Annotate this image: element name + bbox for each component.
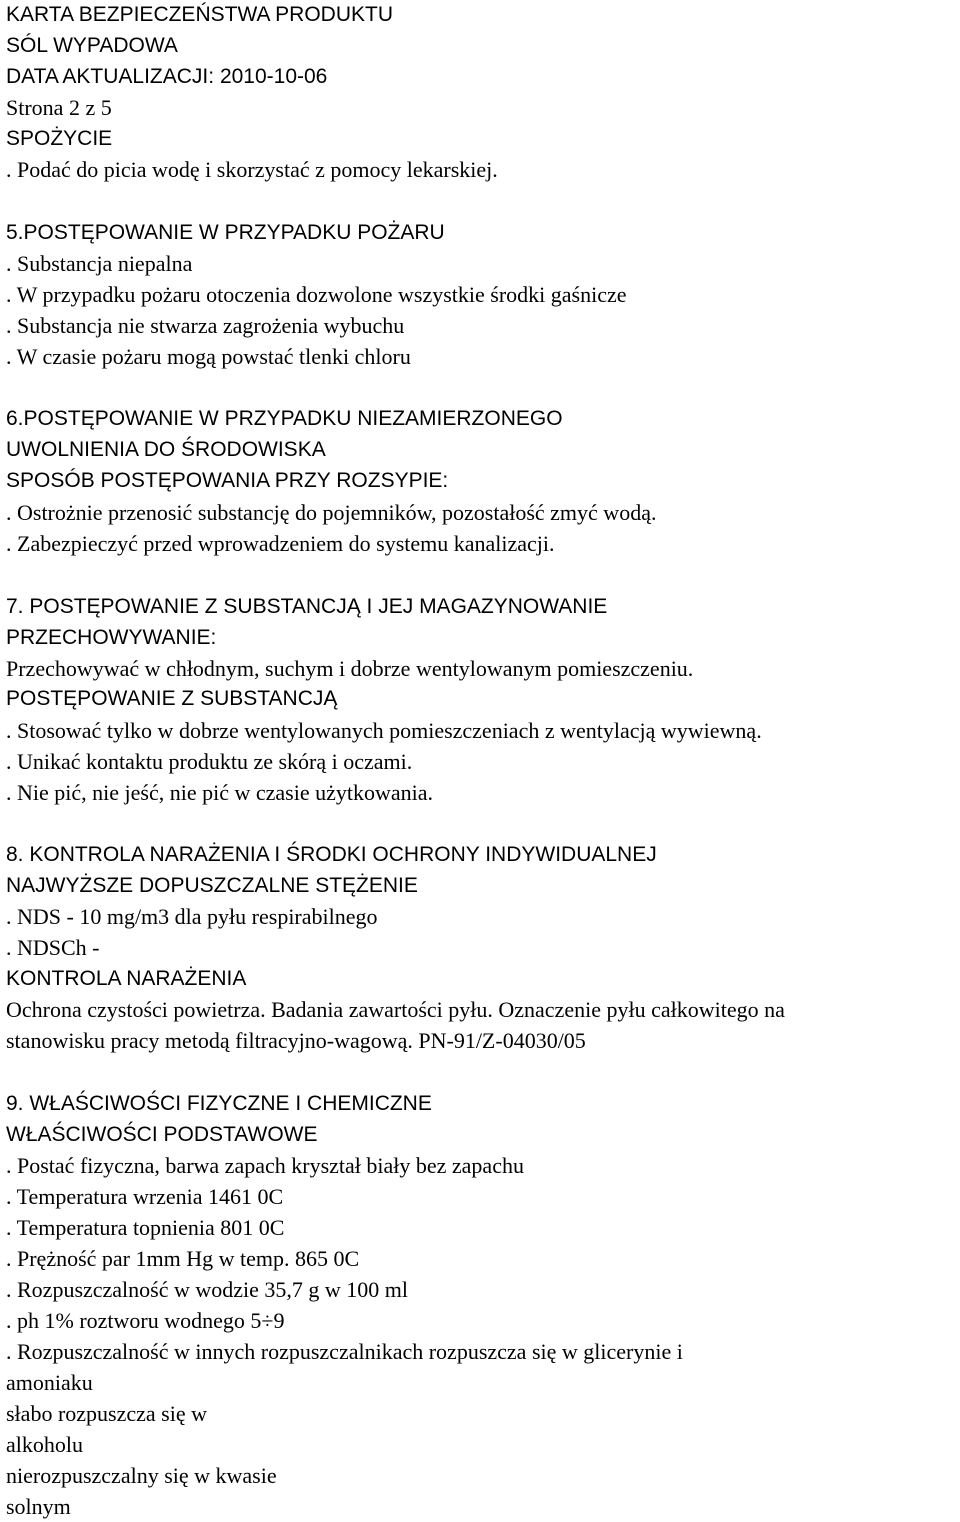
storage-text: Przechowywać w chłodnym, suchym i dobrze wentylowanym pomieszczeniu. bbox=[6, 656, 694, 681]
handling-heading: POSTĘPOWANIE Z SUBSTANCJĄ bbox=[6, 687, 338, 710]
document-title: KARTA BEZPIECZEŃSTWA PRODUKTU bbox=[6, 3, 394, 26]
section-7-line: . Stosować tylko w dobrze wentylowanych pomieszczeniach z wentylacją wywiewną. bbox=[6, 718, 762, 743]
section-9-line: solnym bbox=[6, 1494, 71, 1519]
section-5-line: . W czasie pożaru mogą powstać tlenki chloru bbox=[6, 344, 411, 369]
page-number: Strona 2 z 5 bbox=[6, 95, 112, 120]
section-7-line: . Unikać kontaktu produktu ze skórą i oczami. bbox=[6, 749, 413, 774]
control-heading: KONTROLA NARAŻENIA bbox=[6, 967, 247, 990]
section-6-line: . Zabezpieczyć przed wprowadzeniem do systemu kanalizacji. bbox=[6, 531, 555, 556]
section-9-line: . ph 1% roztworu wodnego 5÷9 bbox=[6, 1308, 285, 1333]
section-9-line: . Temperatura topnienia 801 0C bbox=[6, 1215, 285, 1240]
section-5-line: . W przypadku pożaru otoczenia dozwolone wszystkie środki gaśnicze bbox=[6, 282, 627, 307]
section-9-line: nierozpuszczalny się w kwasie bbox=[6, 1463, 277, 1488]
section-9-line: . Rozpuszczalność w innych rozpuszczalnikach rozpuszcza się w glicerynie i bbox=[6, 1339, 683, 1364]
section-9-heading: 9. WŁAŚCIWOŚCI FIZYCZNE I CHEMICZNE bbox=[6, 1092, 432, 1115]
section-5-line: . Substancja niepalna bbox=[6, 251, 193, 276]
section-8-line: . NDSCh - bbox=[6, 935, 100, 960]
product-name: SÓL WYPADOWA bbox=[6, 34, 178, 57]
section-9-line: . Prężność par 1mm Hg w temp. 865 0C bbox=[6, 1246, 360, 1271]
control-text-cont: stanowisku pracy metodą filtracyjno-wagową. PN-91/Z-04030/05 bbox=[6, 1028, 586, 1053]
section-8-line: . NDS - 10 mg/m3 dla pyłu respirabilnego bbox=[6, 904, 378, 929]
section-9-line: słabo rozpuszcza się w bbox=[6, 1401, 207, 1426]
update-date: DATA AKTUALIZACJI: 2010-10-06 bbox=[6, 65, 328, 88]
section-6-heading: 6.POSTĘPOWANIE W PRZYPADKU NIEZAMIERZONEGO bbox=[6, 407, 563, 430]
section-5-line: . Substancja nie stwarza zagrożenia wybuchu bbox=[6, 313, 405, 338]
section-6-heading-cont: UWOLNIENIA DO ŚRODOWISKA bbox=[6, 438, 326, 461]
control-text: Ochrona czystości powietrza. Badania zawartości pyłu. Oznaczenie pyłu całkowitego na bbox=[6, 997, 785, 1022]
section-9-line: . Rozpuszczalność w wodzie 35,7 g w 100 ml bbox=[6, 1277, 409, 1302]
section-8-heading: 8. KONTROLA NARAŻENIA I ŚRODKI OCHRONY INDYWIDUALNEJ bbox=[6, 843, 657, 866]
section-6-line: . Ostrożnie przenosić substancję do pojemników, pozostałość zmyć wodą. bbox=[6, 500, 657, 525]
ingestion-heading: SPOŻYCIE bbox=[6, 127, 113, 150]
ingestion-line: . Podać do picia wodę i skorzystać z pomocy lekarskiej. bbox=[6, 157, 498, 182]
section-9-line: alkoholu bbox=[6, 1432, 83, 1457]
section-9-line: . Temperatura wrzenia 1461 0C bbox=[6, 1184, 284, 1209]
section-5-heading: 5.POSTĘPOWANIE W PRZYPADKU POŻARU bbox=[6, 221, 445, 244]
section-6-subheading: SPOSÓB POSTĘPOWANIA PRZY ROZSYPIE: bbox=[6, 469, 449, 492]
storage-heading: PRZECHOWYWANIE: bbox=[6, 626, 217, 649]
section-9-line: amoniaku bbox=[6, 1370, 93, 1395]
limits-heading: NAJWYŻSZE DOPUSZCZALNE STĘŻENIE bbox=[6, 874, 418, 897]
section-9-subheading: WŁAŚCIWOŚCI PODSTAWOWE bbox=[6, 1123, 318, 1146]
section-7-line: . Nie pić, nie jeść, nie pić w czasie użytkowania. bbox=[6, 780, 434, 805]
section-9-line: . Postać fizyczna, barwa zapach kryształ biały bez zapachu bbox=[6, 1153, 524, 1178]
section-7-heading: 7. POSTĘPOWANIE Z SUBSTANCJĄ I JEJ MAGAZYNOWANIE bbox=[6, 595, 608, 618]
